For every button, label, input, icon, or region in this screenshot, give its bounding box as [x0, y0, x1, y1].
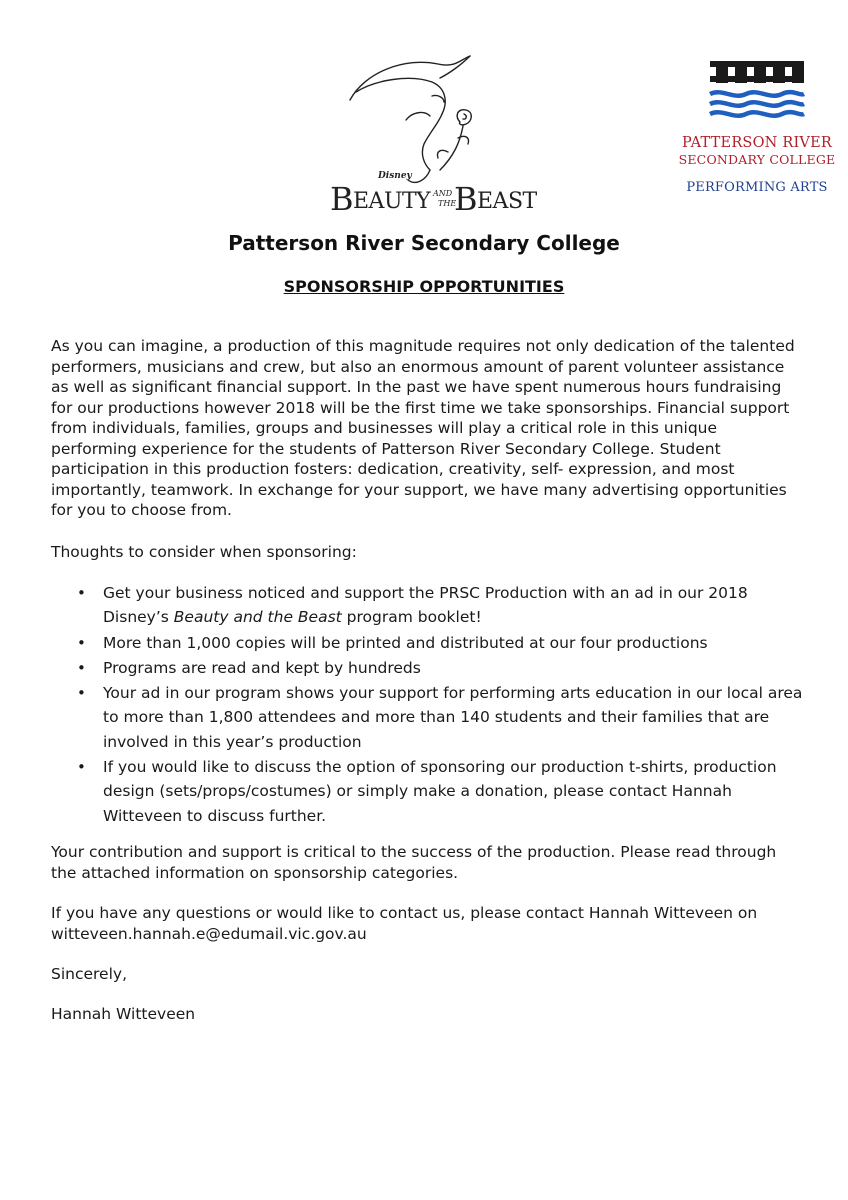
bridge-and-waves-icon	[672, 58, 842, 130]
bullet-1-text-before: Get your business noticed and support the PRSC Production with an ad in our 2018 Disney’s	[103, 584, 748, 627]
bullet-4-text: Your ad in our program shows your support for performing arts education in our local area to more than 1,800 attendees and more than 140 students and their families that are involved in this year’s production	[103, 684, 803, 751]
bullet-5-text: If you would like to discuss the option of sponsoring our production t-shirts, production design (sets/props/costumes) or simply make a donation, please contact Hannah Witteveen to discuss further.	[103, 758, 777, 825]
signature-name: Hannah Witteveen	[51, 1005, 196, 1023]
svg-text:B: B	[454, 180, 477, 218]
list-item	[51, 631, 803, 655]
list-item	[51, 755, 803, 828]
page-subtitle: SPONSORSHIP OPPORTUNITIES	[283, 277, 565, 296]
svg-text:B: B	[330, 180, 353, 218]
svg-text:EAUTY: EAUTY	[353, 189, 431, 214]
prsc-logo-line2: SECONDARY COLLEGE	[678, 152, 836, 167]
svg-text:Disney: Disney	[378, 171, 412, 181]
bullet-1-text-after: program booklet!	[341, 608, 482, 627]
svg-text:AND: AND	[433, 189, 453, 198]
closing-salutation: Sincerely,	[51, 965, 128, 983]
beauty-and-the-beast-logo	[320, 52, 540, 222]
prsc-performing-arts-logo	[672, 58, 842, 203]
beauty-beast-illustration	[320, 52, 540, 222]
list-item	[51, 581, 803, 630]
bullet-1-italic-title: Beauty and the Beast	[173, 608, 342, 627]
page-title: Patterson River Secondary College	[228, 231, 620, 255]
sponsorship-bullet-list	[51, 581, 803, 829]
thoughts-heading: Thoughts to consider when sponsoring:	[51, 543, 357, 561]
list-item	[51, 681, 803, 754]
questions-paragraph: If you have any questions or would like to contact us, please contact Hannah Witteveen on witteveen.hannah.e@edumail.vic.gov.au	[51, 904, 758, 943]
bullet-2-text: More than 1,000 copies will be printed and distributed at our four productions	[103, 633, 708, 652]
list-item	[51, 656, 803, 680]
svg-text:EAST: EAST	[477, 189, 537, 214]
bullet-3-text: Programs are read and kept by hundreds	[103, 658, 421, 677]
prsc-logo-line3: PERFORMING ARTS	[686, 180, 828, 195]
contribution-paragraph: Your contribution and support is critical to the success of the production. Please read through the attached information on sponsorship categories.	[51, 843, 777, 882]
prsc-logo-line1: PATTERSON RIVER	[682, 135, 832, 151]
intro-paragraph: As you can imagine, a production of this magnitude requires not only dedication of the talented performers, musicians and crew, but also an enormous amount of parent volunteer assistance as well as significant financial support. In the past we have spent numerous hours fundraising for our productions however 2018 will be the first time we take sponsorships. Financial support from individuals, families, groups and businesses will play a critical role in this unique performing experience for the students of Patterson River Secondary College. Student participation in this production fosters: dedication, creativity, self- expression, and most importantly, teamwork. In exchange for your support, we have many advertising opportunities for you to choose from.	[51, 337, 795, 519]
svg-text:THE: THE	[438, 199, 457, 208]
